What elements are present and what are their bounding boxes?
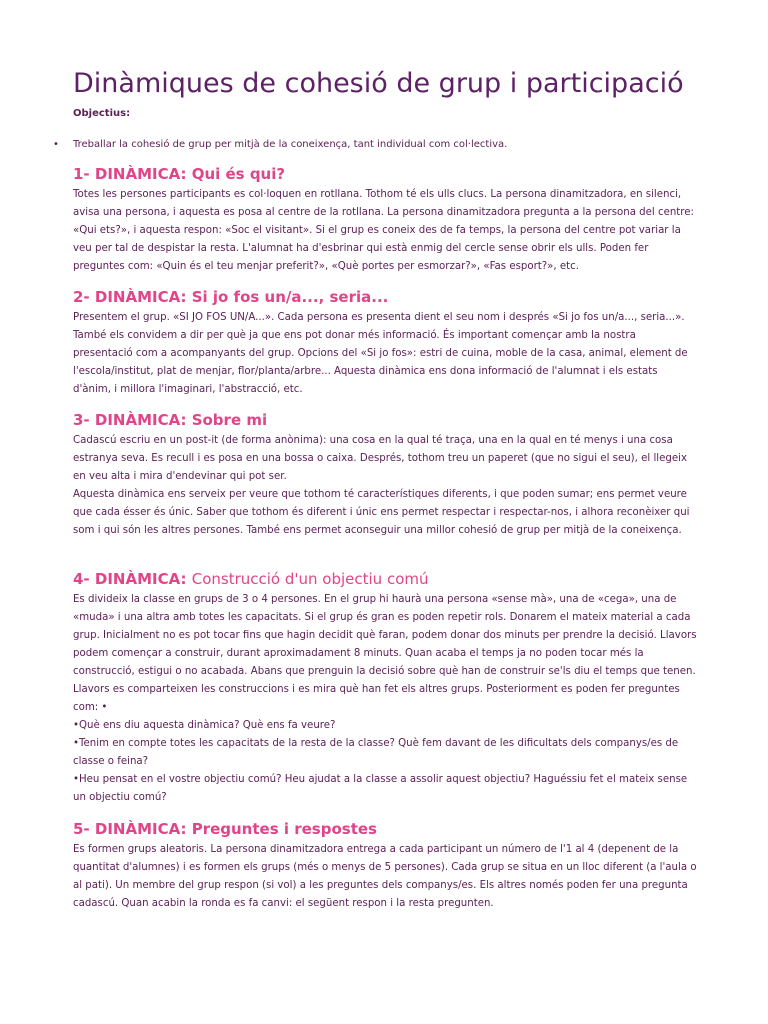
- section-body: [73, 186, 697, 276]
- section-1: [73, 164, 697, 276]
- section-body: [73, 841, 697, 913]
- section-paragraph: •Què ens diu aquesta dinàmica? Què ens fa veure?: [73, 720, 336, 731]
- objectives-label: Objectius:: [73, 108, 131, 119]
- bullet-icon: •: [53, 139, 59, 150]
- section-heading: 1- DINÀMICA: Qui és qui?: [73, 165, 286, 183]
- section-paragraph: •Tenim en compte totes les capacitats de la resta de la classe? Què fem davant de les dificultats dels companys/es de classe o feina?: [73, 738, 679, 767]
- section-heading: 3- DINÀMICA: Sobre mi: [73, 411, 268, 429]
- section-heading: 2- DINÀMICA: Si jo fos un/a..., seria...: [73, 288, 389, 306]
- section-paragraph: Totes les persones participants es col·loquen en rotllana. Tothom té els ulls clucs. La persona dinamitzadora, en silenci, avisa una persona, i aquesta es posa al centre de la rotllana. La persona dinamitzadora pregunta a la persona del centre: «Qui ets?», i aquesta respon: «Soc el visitant». Si el grup es coneix des de fa temps, la persona del centre pot variar la veu per tal de despistar la resta. L'alumnat ha d'esbrinar qui està enmig del cercle sense obrir els ulls. Poden fer preguntes com: «Quin és el teu menjar preferit?», «Què portes per esmorzar?», «Fas esport?», etc.: [73, 189, 694, 272]
- section-3: [73, 410, 697, 540]
- objective-item: [0, 136, 768, 154]
- section-paragraph: •Heu pensat en el vostre objectiu comú? Heu ajudat a la classe a assolir aquest objectiu? Haguéssiu fet el mateix sense un objectiu comú?: [73, 774, 688, 803]
- section-paragraph: Cadascú escriu en un post-it (de forma anònima): una cosa en la qual té traça, una en la qual en té menys i una cosa estranya seva. Es recull i es posa en una bossa o caixa. Després, tothom treu un paperet (que no sigui el seu), el llegeix en veu alta i mira d'endevinar qui pot ser.: [73, 435, 687, 482]
- section-5: [73, 819, 697, 913]
- section-paragraph: Presentem el grup. «SI JO FOS UN/A...». Cada persona es presenta dient el seu nom i després «Si jo fos un/a..., seria...». També els convidem a dir per què ja que ens pot donar més informació. És important començar amb la nostra presentació com a acompanyants del grup. Opcions del «Si jo fos»: estri de cuina, moble de la casa, animal, element de l'escola/institut, plat de menjar, flor/planta/arbre... Aquesta dinàmica ens dona informació de l'alumnat i els estats d'ànim, i millora l'imaginari, l'abstracció, etc.: [73, 312, 688, 395]
- section-paragraph: Es divideix la classe en grups de 3 o 4 persones. En el grup hi haurà una persona «sense mà», una de «cega», una de «muda» i una altra amb totes les capacitats. Si el grup és gran es poden repetir rols. Donarem el mateix material a cada grup. Inicialment no es pot tocar fins que hagin decidit què faran, podem donar dos minuts per prendre la decisió. Llavors podem començar a construir, durant aproximadament 8 minuts. Quan acaba el temps ja no poden tocar més la construcció, estigui o no acabada. Abans que prenguin la decisió sobre què han de construir se'ls diu el temps que tenen. Llavors es comparteixen les construccions i es mira què han fet els altres grups. Posteriorment es poden fer preguntes com: •: [73, 594, 697, 713]
- section-2: [73, 287, 697, 399]
- section-heading: 5- DINÀMICA: Preguntes i respostes: [73, 820, 377, 838]
- section-heading: 4- DINÀMICA: Construcció d'un objectiu comú: [73, 570, 429, 588]
- section-paragraph: Aquesta dinàmica ens serveix per veure que tothom té característiques diferents, i que poden sumar; ens permet veure que cada ésser és únic. Saber que tothom és diferent i únic ens permet respectar i respectar-nos, i alhora reconèixer qui som i qui són les altres persones. També ens permet aconseguir una millor cohesió de grup per mitjà de la coneixença.: [73, 489, 690, 536]
- section-body: [73, 591, 697, 807]
- page-title: Dinàmiques de cohesió de grup i participació: [73, 68, 684, 99]
- section-body: [73, 432, 697, 540]
- section-paragraph: Es formen grups aleatoris. La persona dinamitzadora entrega a cada participant un número de l'1 al 4 (depenent de la quantitat d'alumnes) i es formen els grups (més o menys de 5 persones). Cada grup se situa en un lloc diferent (a l'aula o al pati). Un membre del grup respon (si vol) a les preguntes dels companys/es. Els altres només poden fer una pregunta cadascú. Quan acabin la ronda es fa canvi: el següent respon i la resta pregunten.: [73, 844, 697, 909]
- objective-text: Treballar la cohesió de grup per mitjà de la coneixença, tant individual com col·lectiva.: [73, 139, 508, 150]
- section-body: [73, 309, 697, 399]
- section-4: [73, 569, 697, 807]
